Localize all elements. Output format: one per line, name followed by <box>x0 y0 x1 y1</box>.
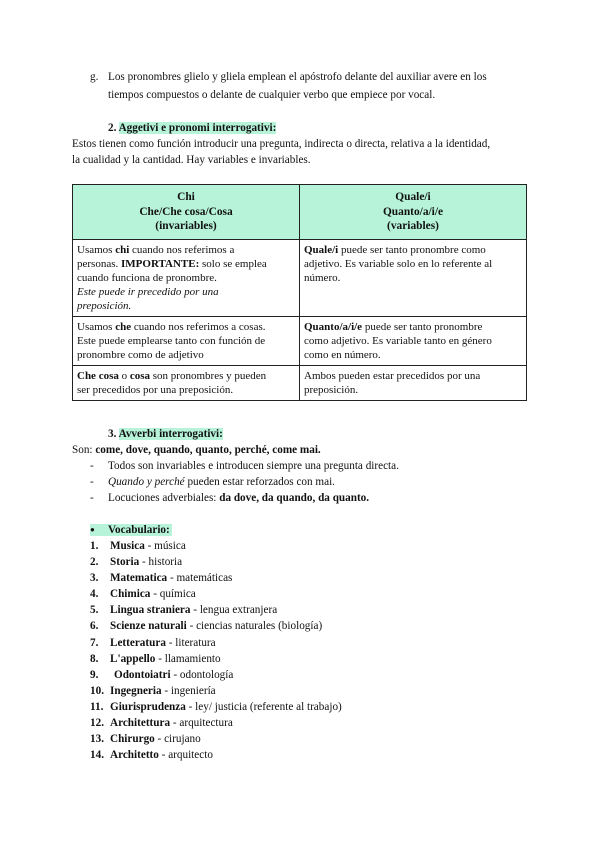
bullet-dash: - <box>90 476 94 488</box>
list-item-number: 10. <box>90 684 104 697</box>
section-3-title: Avverbi interrogativi: <box>118 428 223 440</box>
list-item <box>90 554 342 570</box>
section-2-number: 2. <box>108 122 117 134</box>
list-item-number: 7. <box>90 636 99 649</box>
italian-word: Giurisprudenza <box>110 700 186 713</box>
list-item-number: 13. <box>90 733 104 746</box>
spanish-translation: - música <box>144 540 186 552</box>
italian-word: L'appello <box>110 652 156 665</box>
table-row <box>73 365 527 400</box>
table-header-row <box>73 185 527 240</box>
item-g-line-1: Los pronombres glielo y gliela emplean el apóstrofo delante del auxiliar avere en los <box>108 71 487 83</box>
italian-word: Letteratura <box>110 636 166 649</box>
italian-word: Ingegneria <box>110 684 162 697</box>
spanish-translation: - llamamiento <box>155 652 221 665</box>
spanish-translation: - arquitectura <box>170 717 233 730</box>
bullet-dash: - <box>90 460 94 472</box>
spanish-translation: - química <box>150 588 196 601</box>
list-item-number: 4. <box>90 588 99 601</box>
vocab-title: Vocabulario: <box>108 524 170 536</box>
italian-word: Lingua straniera <box>110 604 191 617</box>
list-item <box>90 667 342 683</box>
spanish-translation: - literatura <box>165 636 216 649</box>
table-cell-che: Usamos che cuando nos referimos a cosas. Este puede emplearse tanto con función de pronombre como de adjetivo <box>73 316 300 365</box>
spanish-translation: - ley/ justicia (referente al trabajo) <box>185 700 342 713</box>
italian-word: Chimica <box>110 588 151 601</box>
list-item <box>90 618 342 634</box>
section-3-son-line <box>72 443 321 458</box>
list-item <box>90 747 342 763</box>
table-header-invariables <box>73 185 300 240</box>
item-g-marker: g. <box>90 71 99 83</box>
bullet-dash: - <box>90 492 94 504</box>
spanish-translation: - cirujano <box>154 733 201 746</box>
section-3-heading <box>108 427 223 442</box>
italian-word: Storia <box>110 556 140 569</box>
list-item-number: 14. <box>90 749 104 762</box>
italian-word: Odontoiatri <box>114 668 171 681</box>
item-g-line-2: tiempos compuestos o delante de cualquier verbo que empiece por vocal. <box>108 89 436 101</box>
list-item <box>90 683 342 699</box>
list-item-number: 6. <box>90 620 99 633</box>
header-line: Quanto/a/i/e <box>382 205 444 218</box>
list-item-number: 12. <box>90 717 104 730</box>
header-line: Chi <box>177 191 195 203</box>
list-item <box>90 570 342 586</box>
table-header-variables <box>300 185 527 240</box>
header-line: (invariables) <box>155 220 217 232</box>
italian-word: Matematica <box>110 572 168 585</box>
list-item-number: 8. <box>90 652 99 665</box>
list-item-number: 11. <box>90 700 104 713</box>
list-item-number: 2. <box>90 556 99 569</box>
list-item <box>90 538 342 554</box>
header-line: Quale/i <box>395 191 431 203</box>
table-row <box>73 316 527 365</box>
table-cell-ambos: Ambos pueden estar precedidos por una preposición. <box>300 365 527 400</box>
italian-word: Musica <box>110 540 145 552</box>
list-item-number: 9. <box>90 668 99 681</box>
table-cell-che-cosa: Che cosa o cosa son pronombres y pueden ser precedidos por una preposición. <box>73 365 300 400</box>
spanish-translation: - historia <box>139 556 183 569</box>
table-cell-chi: Usamos chi cuando nos referimos a personas. IMPORTANTE: solo se emplea cuando funciona de pronombre. Este puede ir precedido por una preposición. <box>73 239 300 316</box>
italian-word: Chirurgo <box>110 733 155 746</box>
bullet-text: Locuciones adverbiales: da dove, da quando, da quanto. <box>108 492 370 504</box>
section-2-title: Aggetivi e pronomi interrogativi: <box>118 122 277 134</box>
list-item <box>90 699 342 715</box>
bullet-text: Quando y perché pueden estar reforzados con mai. <box>108 476 335 488</box>
list-item <box>90 731 342 747</box>
vocab-heading <box>90 522 172 538</box>
section-2-heading <box>108 121 276 136</box>
italian-word: Scienze naturali <box>110 620 187 633</box>
spanish-translation: - matemáticas <box>167 572 233 585</box>
list-item <box>90 635 342 651</box>
vocab-bullet-icon: ● <box>90 525 95 534</box>
list-item <box>90 586 342 602</box>
spanish-translation: - arquitecto <box>158 749 213 762</box>
list-item <box>90 602 342 618</box>
italian-word: Architettura <box>110 717 171 730</box>
list-item-number: 5. <box>90 604 99 617</box>
spanish-translation: - ciencias naturales (biología) <box>186 620 323 633</box>
interrogatives-table <box>72 184 527 401</box>
section-2-intro-line-1: Estos tienen como función introducir una pregunta, indirecta o directa, relativa a la identidad, <box>72 138 491 150</box>
vocab-list <box>90 538 342 763</box>
header-line: (variables) <box>387 220 439 232</box>
table-cell-quanto: Quanto/a/i/e puede ser tanto pronombre como adjetivo. Es variable tanto en género como en número. <box>300 316 527 365</box>
header-line: Che/Che cosa/Cosa <box>139 205 233 218</box>
son-list: come, dove, quando, quanto, perché, come mai. <box>95 444 321 456</box>
table-cell-quale: Quale/i puede ser tanto pronombre como adjetivo. Es variable solo en lo referente al número. <box>300 239 527 316</box>
son-label: Son: <box>72 444 96 456</box>
section-2-intro-line-2: la cualidad y la cantidad. Hay variables e invariables. <box>72 154 311 166</box>
list-item-number: 3. <box>90 572 99 585</box>
spanish-translation: - ingeniería <box>161 684 216 697</box>
section-3-number: 3. <box>108 428 117 440</box>
spanish-translation: - odontología <box>170 668 234 681</box>
list-item <box>90 715 342 731</box>
list-item <box>90 651 342 667</box>
italian-word: Architetto <box>110 749 159 762</box>
bullet-text: Todos son invariables e introducen siempre una pregunta directa. <box>108 460 399 472</box>
spanish-translation: - lengua extranjera <box>190 604 278 617</box>
table-row <box>73 239 527 316</box>
list-item-number: 1. <box>90 540 99 552</box>
